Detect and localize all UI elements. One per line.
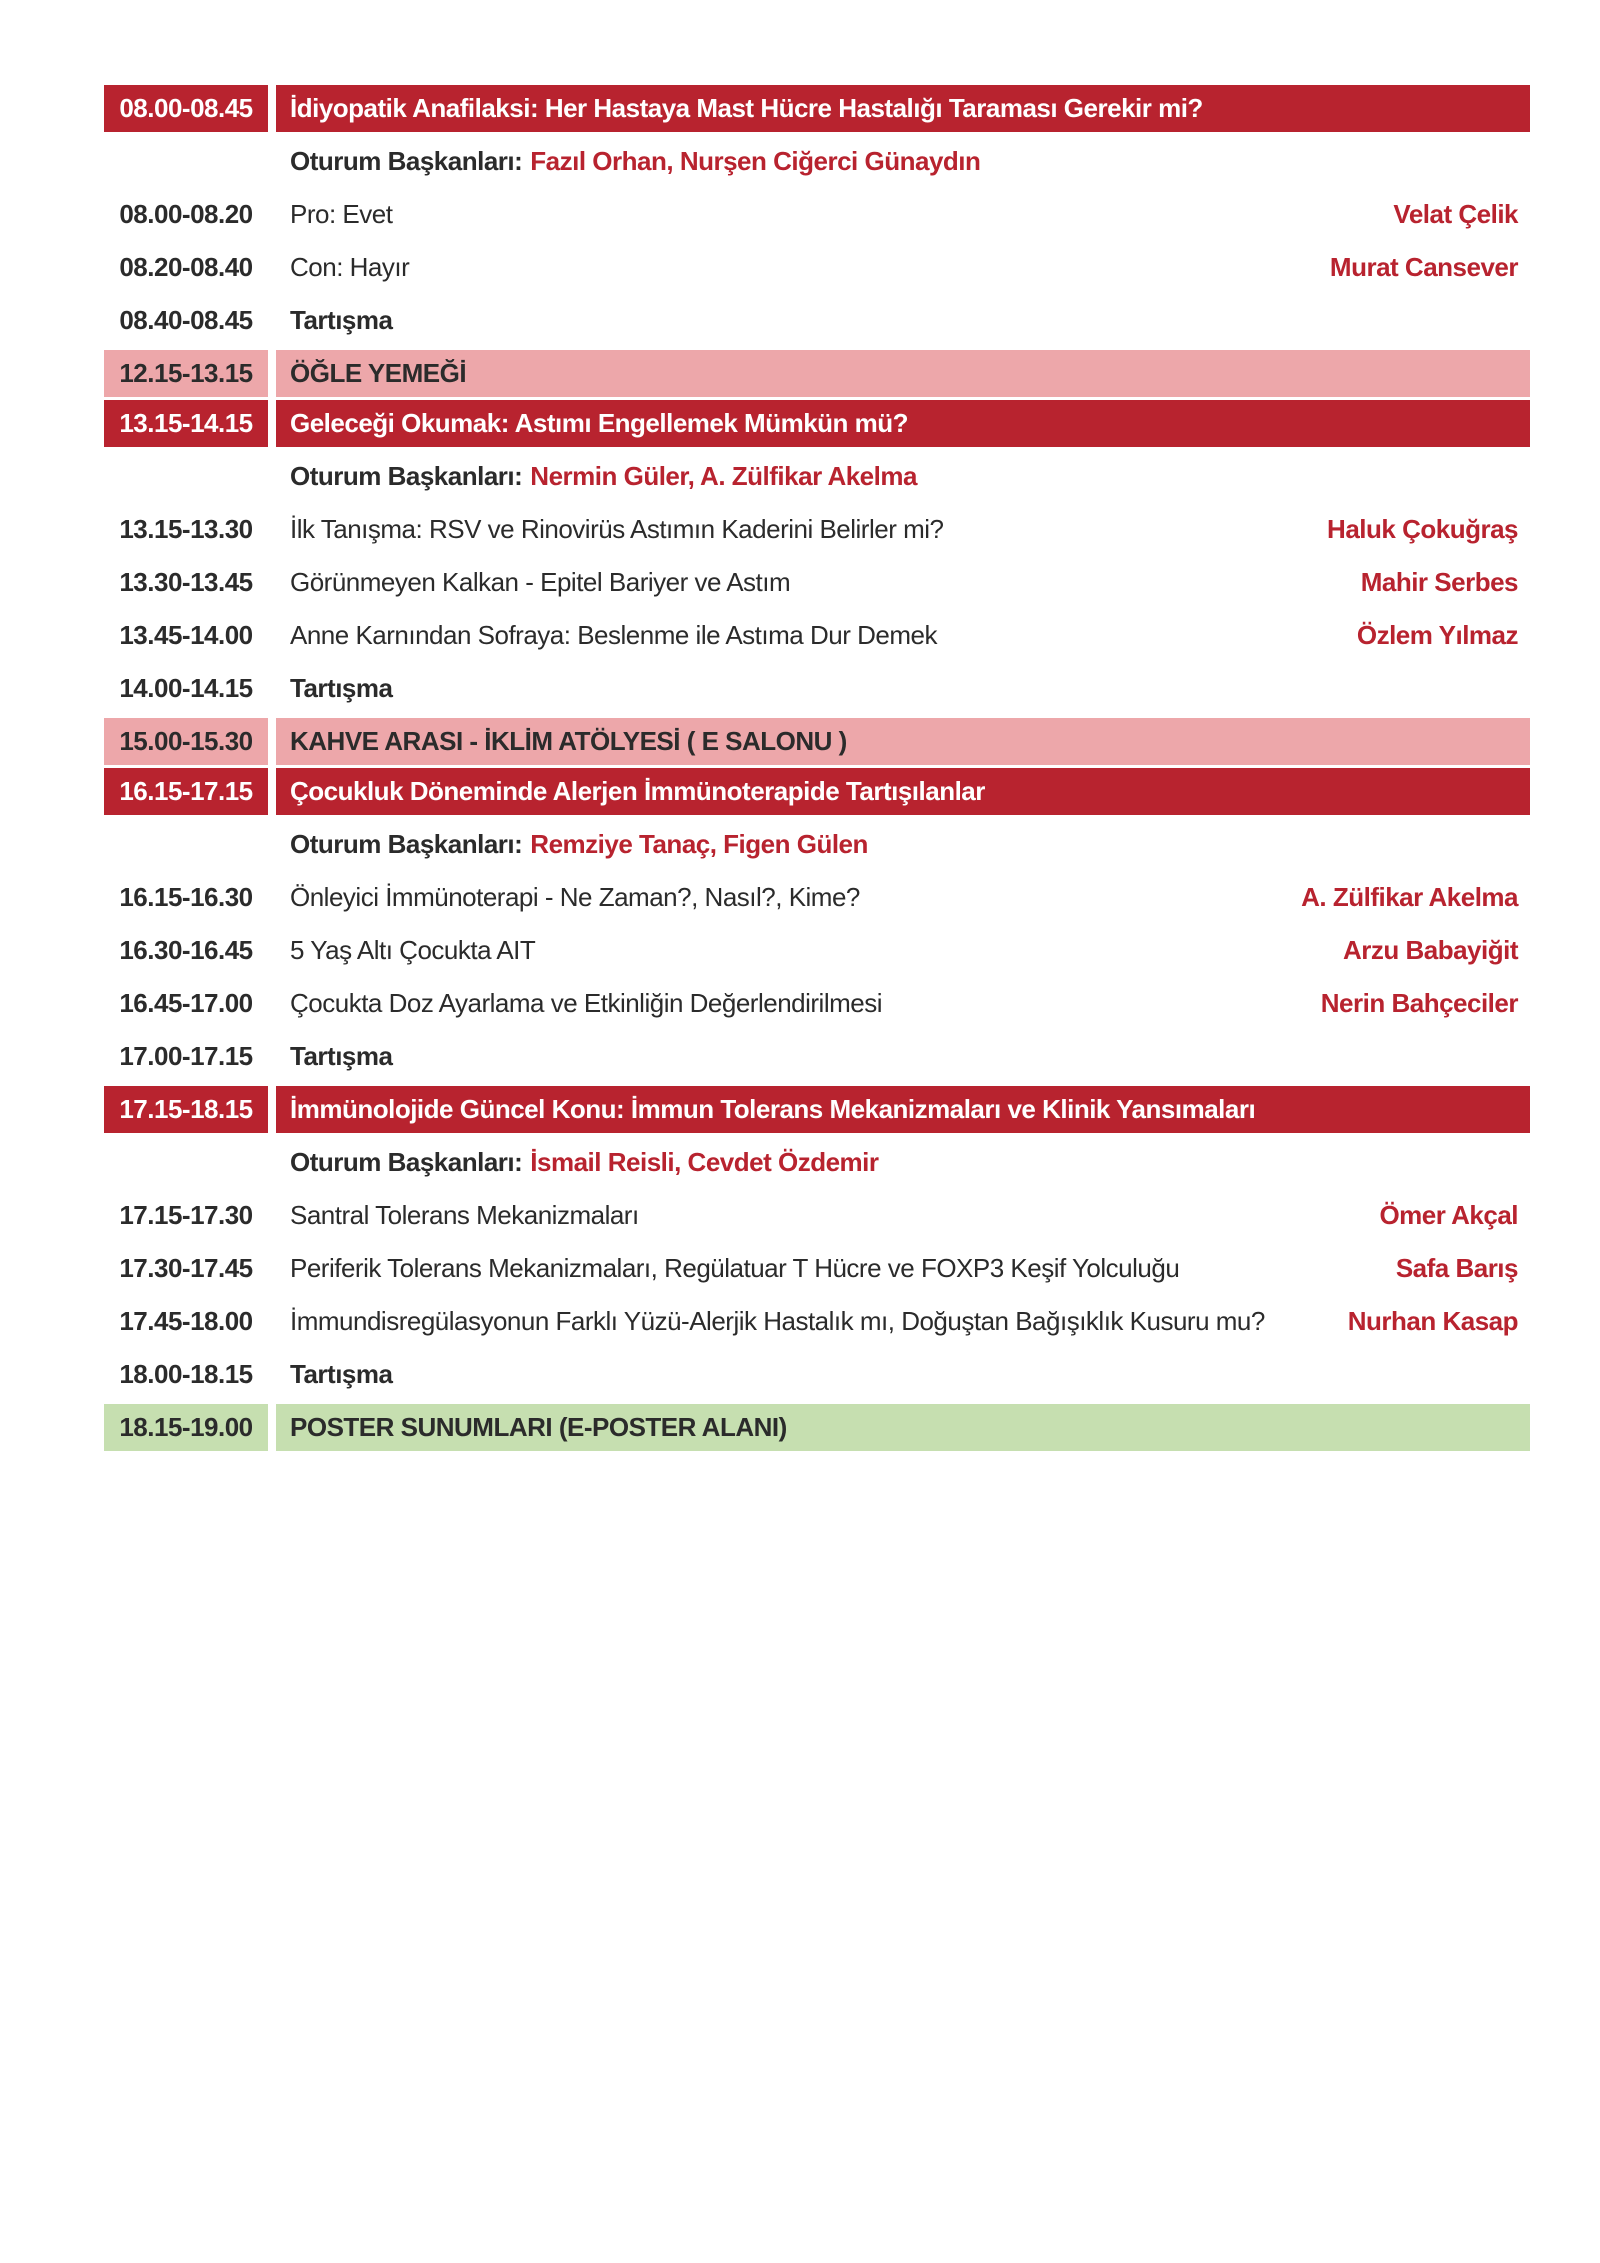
talk-title: Anne Karnından Sofraya: Beslenme ile Astıma Dur Demek [290,620,937,650]
talk-time: 13.45-14.00 [119,620,253,650]
talk-title: Con: Hayır [290,252,410,282]
session-title: Geleceği Okumak: Astımı Engellemek Mümkün mü? [276,400,1530,447]
talk-speaker: Nerin Bahçeciler [1320,988,1518,1018]
talk-time: 13.30-13.45 [119,567,253,597]
session-header [104,768,1530,815]
talk-speaker: Ömer Akçal [1379,1200,1518,1230]
talk-time: 13.15-13.30 [119,514,253,544]
talk-row [104,1242,1530,1295]
session-title: İdiyopatik Anafilaksi: Her Hastaya Mast Hücre Hastalığı Taraması Gerekir mi? [276,85,1530,132]
chairs-label: Oturum Başkanları: [290,829,523,859]
talk-title: İmmundisregülasyonun Farklı Yüzü-Alerjik Hastalık mı, Doğuştan Bağışıklık Kusuru mu? [290,1306,1265,1336]
talk-time: 17.15-17.30 [119,1200,253,1230]
break-row [104,718,1530,765]
session-time: 08.00-08.45 [104,85,268,132]
discussion-label: Tartışma [290,673,393,703]
discussion-row [104,662,1530,715]
talk-time: 16.45-17.00 [119,988,253,1018]
break-time: 15.00-15.30 [104,718,268,765]
chairs-label: Oturum Başkanları: [290,461,523,491]
discussion-label: Tartışma [290,305,393,335]
poster-label: POSTER SUNUMLARI (E-POSTER ALANI) [276,1404,1530,1451]
talk-title: Çocukta Doz Ayarlama ve Etkinliğin Değerlendirilmesi [290,988,883,1018]
talk-row [104,241,1530,294]
chairs-label: Oturum Başkanları: [290,1147,523,1177]
session-time: 13.15-14.15 [104,400,268,447]
talk-row [104,924,1530,977]
poster-time: 18.15-19.00 [104,1404,268,1451]
talk-time: 17.45-18.00 [119,1306,253,1336]
session-title: Çocukluk Döneminde Alerjen İmmünoterapide Tartışılanlar [276,768,1530,815]
session-time: 17.15-18.15 [104,1086,268,1133]
discussion-row [104,294,1530,347]
chairs-names: Nermin Güler, A. Zülfikar Akelma [530,461,917,491]
talk-time: 08.00-08.20 [119,199,253,229]
talk-row [104,556,1530,609]
session-chairs [104,818,1530,871]
session-chairs [104,450,1530,503]
chairs-names: Remziye Tanaç, Figen Gülen [530,829,868,859]
session-chairs [104,1136,1530,1189]
break-label: ÖĞLE YEMEĞİ [276,350,1530,397]
talk-time: 08.20-08.40 [119,252,253,282]
talk-speaker: Safa Barış [1395,1253,1518,1283]
session-title: İmmünolojide Güncel Konu: İmmun Tolerans Mekanizmaları ve Klinik Yansımaları [276,1086,1530,1133]
talk-speaker: A. Zülfikar Akelma [1301,882,1518,912]
break-row [104,350,1530,397]
session-header [104,400,1530,447]
break-label: KAHVE ARASI - İKLİM ATÖLYESİ ( E SALONU ) [276,718,1530,765]
talk-row [104,1295,1530,1348]
talk-row [104,977,1530,1030]
discussion-row [104,1348,1530,1401]
break-time: 12.15-13.15 [104,350,268,397]
talk-title: Periferik Tolerans Mekanizmaları, Regülatuar T Hücre ve FOXP3 Keşif Yolculuğu [290,1253,1180,1283]
talk-title: 5 Yaş Altı Çocukta AIT [290,935,536,965]
talk-speaker: Velat Çelik [1393,199,1518,229]
talk-title: Pro: Evet [290,199,393,229]
chairs-names: İsmail Reisli, Cevdet Özdemir [530,1147,879,1177]
talk-row [104,609,1530,662]
discussion-time: 17.00-17.15 [119,1041,253,1071]
session-header [104,85,1530,132]
talk-row [104,871,1530,924]
poster-row [104,1404,1530,1451]
session-chairs [104,135,1530,188]
talk-time: 16.30-16.45 [119,935,253,965]
chairs-label: Oturum Başkanları: [290,146,523,176]
discussion-time: 14.00-14.15 [119,673,253,703]
talk-speaker: Arzu Babayiğit [1342,935,1518,965]
session-time: 16.15-17.15 [104,768,268,815]
talk-time: 17.30-17.45 [119,1253,253,1283]
discussion-time: 18.00-18.15 [119,1359,253,1389]
discussion-label: Tartışma [290,1041,393,1071]
talk-speaker: Özlem Yılmaz [1356,620,1518,650]
talk-row [104,1189,1530,1242]
talk-speaker: Mahir Serbes [1360,567,1518,597]
discussion-row [104,1030,1530,1083]
talk-speaker: Nurhan Kasap [1347,1306,1518,1336]
talk-title: Görünmeyen Kalkan - Epitel Bariyer ve Astım [290,567,791,597]
talk-row [104,503,1530,556]
chairs-names: Fazıl Orhan, Nurşen Ciğerci Günaydın [530,146,981,176]
talk-speaker: Murat Cansever [1329,252,1518,282]
talk-speaker: Haluk Çokuğraş [1327,514,1518,544]
talk-time: 16.15-16.30 [119,882,253,912]
discussion-time: 08.40-08.45 [119,305,253,335]
talk-title: Önleyici İmmünoterapi - Ne Zaman?, Nasıl?, Kime? [290,882,860,912]
program-schedule [104,82,1530,1454]
talk-row [104,188,1530,241]
talk-title: İlk Tanışma: RSV ve Rinovirüs Astımın Kaderini Belirler mi? [290,514,944,544]
session-header [104,1086,1530,1133]
discussion-label: Tartışma [290,1359,393,1389]
talk-title: Santral Tolerans Mekanizmaları [290,1200,639,1230]
